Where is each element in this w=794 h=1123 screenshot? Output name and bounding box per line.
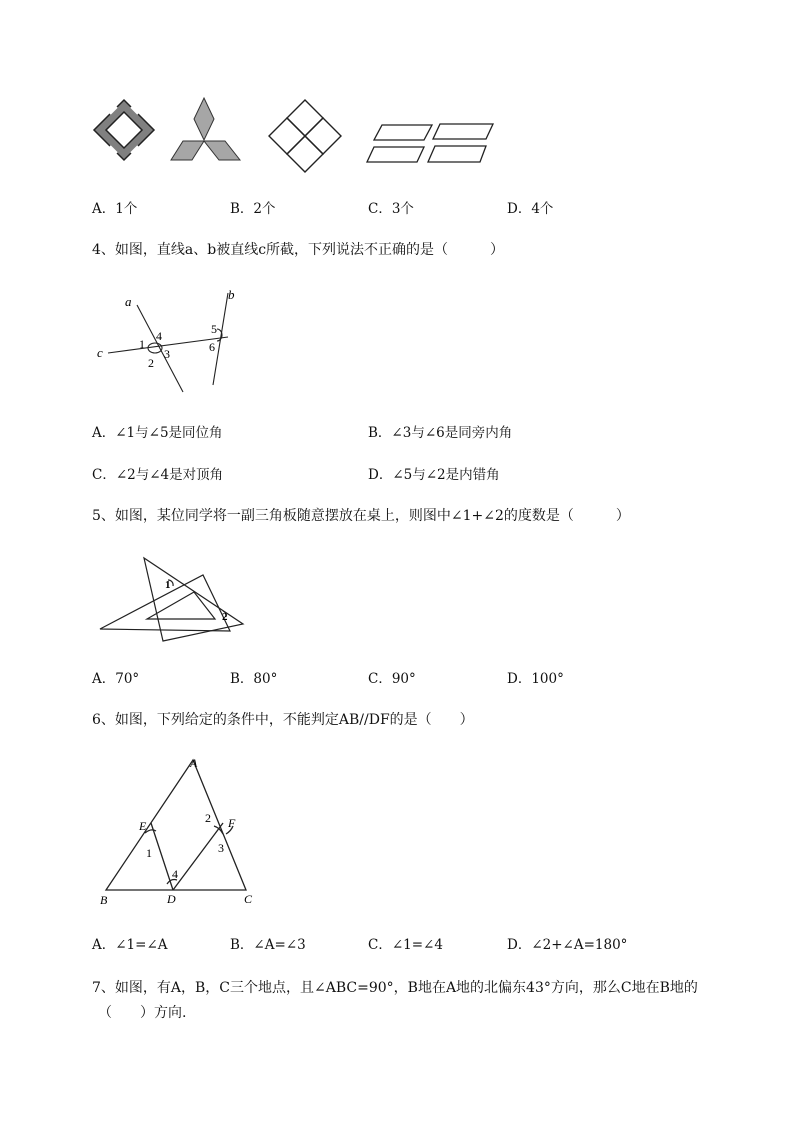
q4-option-a[interactable]: A．∠1与∠5是同位角: [92, 425, 223, 441]
label-2: 2: [148, 356, 154, 370]
q5-option-c[interactable]: C．90°: [368, 671, 416, 687]
q5-stem: 5、如图，某位同学将一副三角板随意摆放在桌上，则图中∠1+∠2的度数是（ ）: [92, 508, 630, 524]
q5-option-b[interactable]: B．80°: [230, 671, 278, 687]
q3-option-a[interactable]: A．1个: [92, 201, 138, 217]
q6-option-a[interactable]: A．∠1=∠A: [92, 937, 168, 953]
q3-option-b[interactable]: B．2个: [230, 201, 276, 217]
label-3: 3: [164, 347, 170, 361]
q3-option-d[interactable]: D．4个: [507, 201, 554, 217]
q3-option-c[interactable]: C．3个: [368, 201, 414, 217]
q3-figure-4: [367, 124, 493, 162]
label-6: 6: [209, 340, 215, 354]
q5-figure: [95, 552, 250, 647]
label-3: 3: [218, 841, 224, 855]
label-F: F: [228, 816, 236, 830]
q7-stem-line2: （ ）方向.: [98, 1005, 187, 1021]
q4-stem: 4、如图，直线a、b被直线c所截，下列说法不正确的是（ ）: [92, 242, 505, 258]
label-C: C: [244, 892, 253, 906]
label-2: 2: [205, 811, 211, 825]
q5-option-a[interactable]: A．70°: [92, 671, 140, 687]
q3-figure-3: [269, 100, 341, 172]
q3-figures: [85, 92, 505, 182]
q6-figure: [95, 750, 265, 910]
set-square-30: [144, 558, 243, 641]
label-B: B: [100, 893, 108, 907]
segment-df: [173, 823, 223, 890]
label-1: 1: [165, 579, 171, 591]
label-b: b: [228, 287, 235, 302]
label-1: 1: [146, 846, 152, 860]
label-5: 5: [211, 322, 217, 336]
q6-option-b[interactable]: B．∠A=∠3: [230, 937, 306, 953]
label-c: c: [97, 345, 103, 360]
segment-ed: [151, 823, 173, 890]
label-1: 1: [139, 337, 145, 351]
label-4: 4: [172, 867, 178, 881]
q6-option-c[interactable]: C．∠1=∠4: [368, 937, 443, 953]
q4-figure: [90, 285, 250, 395]
q3-figure-1: [94, 100, 154, 160]
label-D: D: [167, 892, 176, 906]
label-4: 4: [156, 329, 162, 343]
label-2: 2: [222, 611, 228, 623]
label-A: A: [190, 756, 198, 770]
label-a: a: [125, 294, 132, 309]
q4-option-b[interactable]: B．∠3与∠6是同旁内角: [368, 425, 513, 441]
q4-option-d[interactable]: D．∠5与∠2是内错角: [368, 467, 500, 483]
q4-option-c[interactable]: C．∠2与∠4是对顶角: [92, 467, 224, 483]
q6-stem: 6、如图，下列给定的条件中，不能判定AB//DF的是（ ）: [92, 712, 474, 728]
label-E: E: [139, 819, 147, 833]
q5-option-d[interactable]: D．100°: [507, 671, 564, 687]
q3-figure-2: [171, 98, 240, 160]
q6-option-d[interactable]: D．∠2+∠A=180°: [507, 937, 628, 953]
q7-stem-line1: 7、如图，有A，B，C三个地点，且∠ABC=90°，B地在A地的北偏东43°方向，那么C地在B地的: [92, 980, 698, 996]
